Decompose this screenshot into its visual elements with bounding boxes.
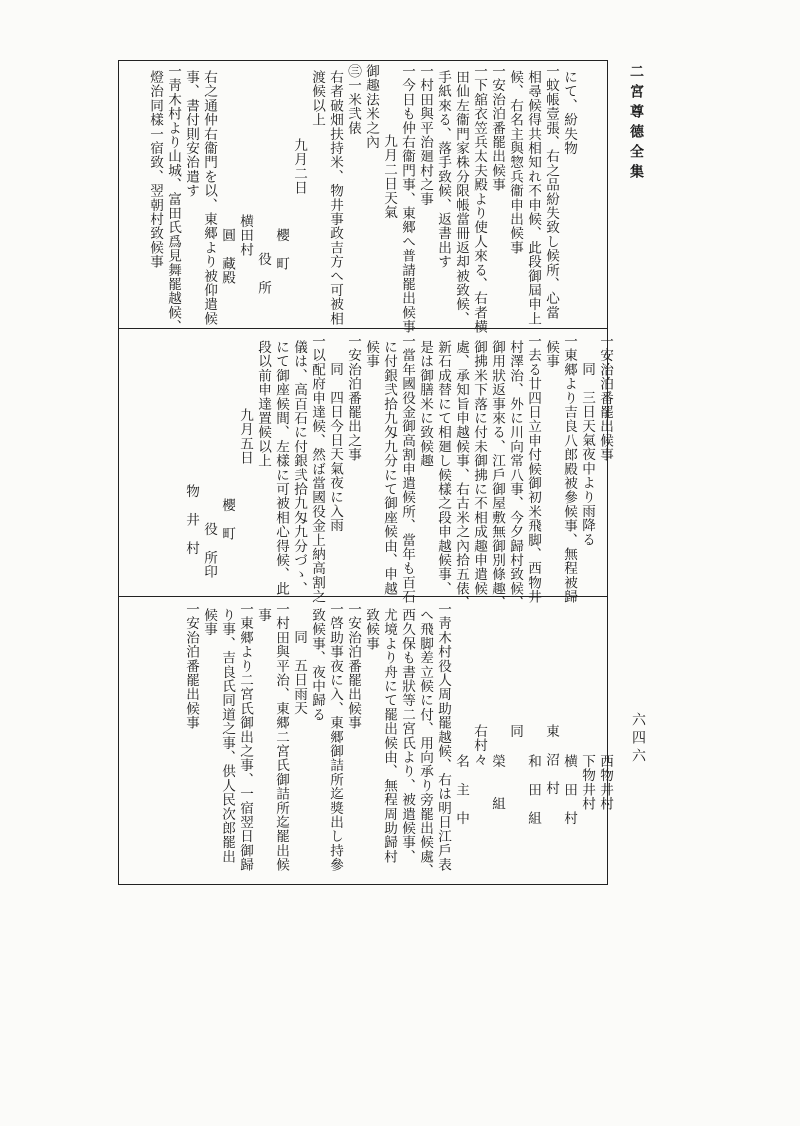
text-column: 一靑木村役人周助罷越候、右は明日江戶表 bbox=[435, 602, 451, 872]
text-column: 御趣法米之內 bbox=[363, 64, 379, 150]
text-column: 燈治同樣一宿致、翌朝村致候事 bbox=[147, 70, 163, 269]
book-title: 二宮尊德全集 bbox=[628, 64, 644, 184]
text-column: 一今日も仲右衞門事、東郷へ普請罷出候事 bbox=[399, 64, 415, 334]
text-column: 一村田與平治、東郷二宮氏御詰所迄罷出候 bbox=[273, 602, 289, 872]
text-column: 一下舘衣笠兵太夫殿より使人來る、右者横 bbox=[471, 64, 487, 334]
text-column: 東 沼 村 bbox=[543, 724, 559, 795]
text-column: 御用狀返事來る、江戶御屋敷無御別條趣、 bbox=[489, 340, 505, 610]
text-column: 横田村 bbox=[237, 214, 253, 257]
text-column: 致候事 bbox=[363, 608, 379, 651]
text-column: 同 三日天氣夜中より雨降る bbox=[579, 362, 595, 547]
text-column: 候、右名主與惣兵衞申出候事 bbox=[507, 70, 523, 255]
text-column: 同 四日今日天氣夜に入雨 bbox=[327, 362, 343, 533]
text-column: 櫻 町 bbox=[273, 228, 289, 271]
text-column: 九月二日天氣 bbox=[381, 134, 397, 220]
upper-text-band bbox=[118, 64, 608, 334]
text-column: 候事 bbox=[363, 340, 379, 369]
text-column: 段以前申達置候以上 bbox=[255, 340, 271, 468]
text-column: 一村田與平治廻村之事 bbox=[417, 64, 433, 206]
text-column: 新石成替にて相廻し候樣之段申越候事、 bbox=[435, 340, 451, 596]
text-column: 右之通仲右衞門を以、東郷より被仰遣候 bbox=[201, 70, 217, 326]
text-column: 候事 bbox=[543, 340, 559, 369]
text-column: 處、承知旨申越候事、右古米之內拾五俵、 bbox=[453, 340, 469, 610]
text-column: 一啓助事夜に入、東郷御詰所迄獎出し持參 bbox=[327, 602, 343, 872]
text-column: へ飛脚差立候に付、用向承り旁罷出候處、 bbox=[417, 608, 433, 878]
lower-text-band bbox=[118, 602, 613, 882]
text-column: 西物井村 bbox=[597, 754, 613, 811]
text-column: 村澤治、外に川向常八事、今夕歸村致候、 bbox=[507, 340, 523, 610]
text-column: 是は御膳米に致候趣 bbox=[417, 340, 433, 468]
text-column: 尤境より舟にて罷出候由、無程周助歸村 bbox=[381, 608, 397, 864]
text-column: 相尋候得共相知れ不申候、此段御屆申上 bbox=[525, 70, 541, 326]
text-column: 一靑木村より山城、富田氏爲見舞罷越候、 bbox=[165, 64, 181, 334]
text-column: 一以配府申達候、然ば當國役金上納高割之 bbox=[309, 334, 325, 604]
text-column: 一安治泊番罷出候事 bbox=[183, 602, 199, 730]
text-column: 九月五日 bbox=[237, 408, 253, 465]
text-column: 儀は、高百石に付銀弐拾九匁九分づゝ、 bbox=[291, 340, 307, 596]
text-column: 一去る廿四日立申付候御初米飛脚、西物井 bbox=[525, 334, 541, 604]
text-column: 右者破畑扶持米、物井事政吉方へ可被相 bbox=[327, 70, 343, 326]
text-column: 候事 bbox=[201, 608, 217, 637]
band-divider-1 bbox=[118, 328, 608, 329]
text-column: 事 bbox=[255, 608, 271, 623]
text-column: 榮 組 bbox=[489, 754, 505, 811]
text-column: 右村々 bbox=[471, 724, 487, 767]
text-column: 渡候以上 bbox=[309, 70, 325, 127]
text-column: ㊂一米弐俵 bbox=[345, 64, 361, 135]
text-column: 一當年國役金御高割申遣候所、當年も百石 bbox=[399, 334, 415, 604]
text-column: に付銀弐拾九匁九分にて御座候由、申越 bbox=[381, 340, 397, 596]
text-column: 一蚊帳壹張、右之品紛失致し候所、心當 bbox=[543, 64, 559, 320]
text-column: にて御座候間、左樣に可被相心得候、此 bbox=[273, 340, 289, 596]
text-column: 一東郷より吉良八郎殿被參候事、無程被歸 bbox=[561, 334, 577, 604]
text-column: 同 五日雨天 bbox=[291, 630, 307, 716]
text-column: 物 井 村 bbox=[183, 484, 199, 555]
text-column: 西久保も書狀等二宮氏より、被遣候事、 bbox=[399, 608, 415, 864]
text-column: 一東郷より二宮氏御出之事、一宿翌日御歸 bbox=[237, 602, 253, 872]
text-column: 致候事、夜中歸る bbox=[309, 608, 325, 722]
text-column: 一安治泊番罷出候事 bbox=[489, 64, 505, 192]
middle-text-band bbox=[118, 334, 613, 610]
text-column: 役 所印 bbox=[201, 522, 217, 579]
text-column: り事、吉良氏同道之事、供人民次郎罷出 bbox=[219, 608, 235, 864]
text-column: 名 主 中 bbox=[453, 754, 469, 825]
text-column: 圓 藏殿 bbox=[219, 228, 235, 285]
text-column: 事、書付則安治遣す bbox=[183, 70, 199, 198]
text-column: 一安治泊番罷出候事 bbox=[597, 334, 613, 462]
text-column: 一安治泊番罷出候事 bbox=[345, 602, 361, 730]
text-column: 御拂米下落に付未御拂に不相成趣申遣候 bbox=[471, 340, 487, 596]
page-number: 六四六 bbox=[630, 712, 646, 766]
text-column: 下物井村 bbox=[579, 754, 595, 811]
text-column: 和 田 組 bbox=[525, 754, 541, 825]
text-column: 手紙來る、落手致候、返書出す bbox=[435, 70, 451, 269]
text-column: 櫻 町 bbox=[219, 498, 235, 541]
text-column: 一安治泊番罷出之事 bbox=[345, 334, 361, 462]
text-column: 田仙左衞門家株分限帳當冊返却被致候、 bbox=[453, 70, 469, 326]
text-column: にて、紛失物 bbox=[561, 70, 577, 156]
text-column: 役 所 bbox=[255, 252, 271, 295]
text-column: 九月二日 bbox=[291, 138, 307, 195]
text-column: 同 bbox=[507, 724, 523, 739]
text-column: 横 田 村 bbox=[561, 754, 577, 825]
